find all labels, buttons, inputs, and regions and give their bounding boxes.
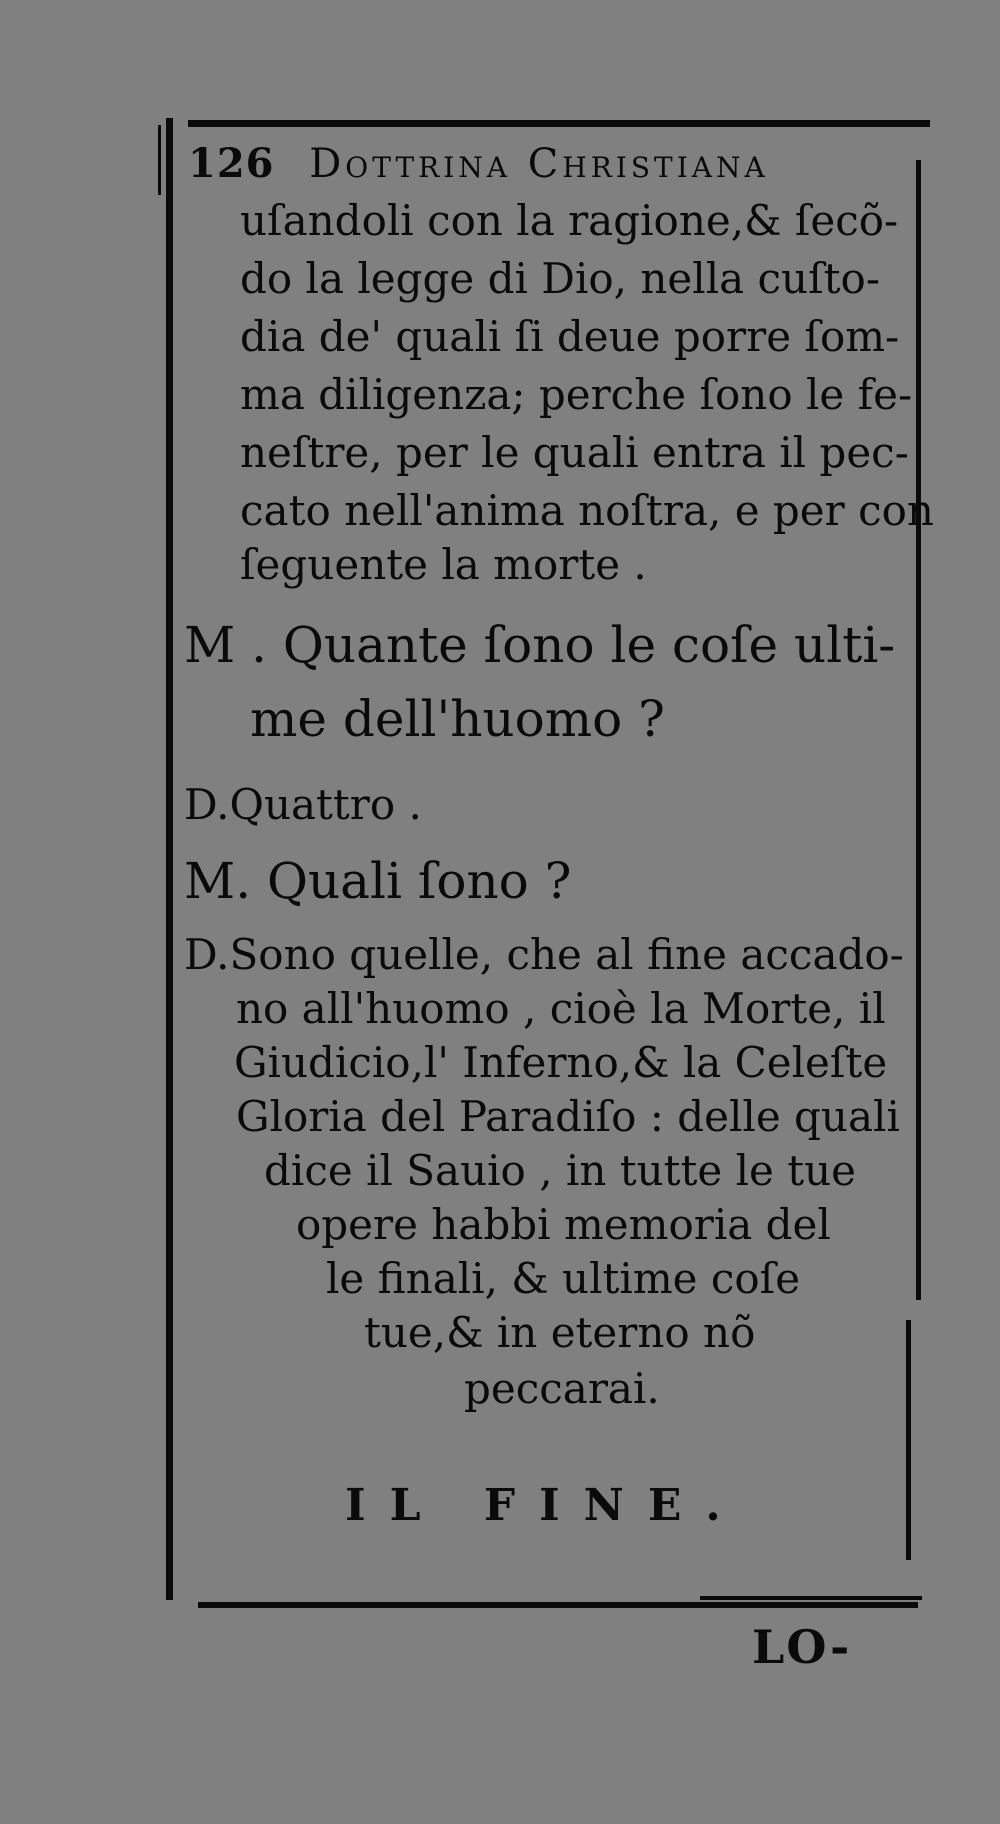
frame-bottom-right-rule <box>700 1596 922 1600</box>
body-line: ſeguente la morte . <box>240 540 647 589</box>
body-line: ma diligenza; perche ſono le fe- <box>240 370 913 419</box>
body-line: do la legge di Dio, nella cuſto- <box>240 254 881 303</box>
frame-top-rule <box>188 120 930 127</box>
frame-right-lower-rule <box>906 1320 911 1560</box>
question-1-line-2: me dell'huomo ? <box>250 690 665 748</box>
answer-2-line: D.Sono quelle, che al fine accado- <box>184 930 904 979</box>
frame-bottom-rule <box>198 1602 918 1608</box>
answer-2-line: Gloria del Paradiſo : delle quali <box>236 1092 900 1141</box>
frame-left-outer-rule <box>158 125 161 195</box>
answer-2-line: le finali, & ultime coſe <box>326 1254 801 1303</box>
answer-2-line: tue,& in eterno nõ <box>364 1308 756 1357</box>
answer-2-line: peccarai. <box>464 1364 660 1413</box>
answer-2-line: opere habbi memoria del <box>296 1200 831 1249</box>
catchword: LO- <box>752 1620 852 1674</box>
running-title: Dottrina Christiana <box>309 141 769 187</box>
answer-1: D.Quattro . <box>184 780 422 829</box>
body-line: neſtre, per le quali entra il pec- <box>240 428 909 477</box>
end-marker: IL FINE. <box>345 1480 745 1531</box>
answer-2-line: dice il Sauio , in tutte le tue <box>264 1146 857 1195</box>
answer-2-line: Giudicio,l' Inferno,& la Celeſte <box>234 1038 888 1087</box>
frame-left-rule <box>166 118 173 1600</box>
frame-right-rule <box>916 160 921 1300</box>
question-2: M. Quali ſono ? <box>184 852 572 910</box>
page-number: 126 <box>188 140 275 187</box>
body-line: dia de' quali ſi deue porre ſom- <box>240 312 900 361</box>
answer-2-line: no all'huomo , cioè la Morte, il <box>236 984 886 1033</box>
question-1-line-1: M . Quante ſono le coſe ulti- <box>184 616 896 674</box>
running-header <box>188 140 769 187</box>
body-line: uſandoli con la ragione,& ſecõ- <box>240 196 899 245</box>
body-line: cato nell'anima noſtra, e per con <box>240 486 934 535</box>
